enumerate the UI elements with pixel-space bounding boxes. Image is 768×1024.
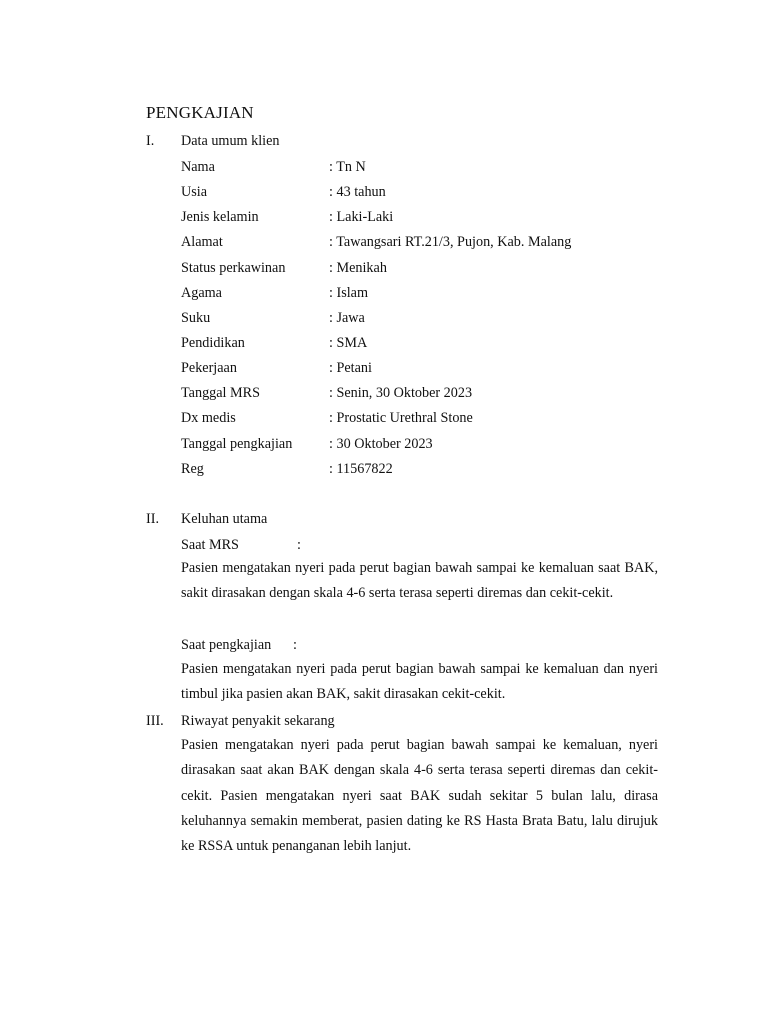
field-label-dx-medis: Dx medis [181, 410, 236, 426]
section-2-number: II. [146, 511, 159, 527]
saat-mrs-label: Saat MRS [181, 537, 239, 553]
field-label-pekerjaan: Pekerjaan [181, 360, 237, 376]
field-value-suku: : Jawa [329, 310, 365, 326]
section-3-number: III. [146, 713, 164, 729]
field-label-agama: Agama [181, 285, 222, 301]
field-value-dx-medis: : Prostatic Urethral Stone [329, 410, 473, 426]
field-label-status-perkawinan: Status perkawinan [181, 260, 286, 276]
field-label-nama: Nama [181, 159, 215, 175]
field-label-tanggal-mrs: Tanggal MRS [181, 385, 261, 401]
field-label-usia: Usia [181, 184, 208, 200]
field-value-status-perkawinan: : Menikah [329, 260, 387, 276]
field-label-jenis-kelamin: Jenis kelamin [181, 209, 259, 225]
saat-mrs-text: Pasien mengatakan nyeri pada perut bagian bawah sampai ke kemaluan saat BAK, sakit dirasakan dengan skala 4-6 serta terasa seperti diremas dan cekit-cekit. [181, 560, 658, 602]
saat-mrs-colon: : [297, 537, 301, 553]
document-title: PENGKAJIAN [146, 103, 254, 122]
riwayat-penyakit-text: Pasien mengatakan nyeri pada perut bagian bawah sampai ke kemaluan, nyeri dirasakan saat akan BAK dengan skala 4-6 serta terasa seperti diremas dan cekit-cekit. Pasien mengatakan nyeri saat BAK sudah sekitar 5 bulan lalu, dirasa keluhannya semakin memberat, pasien dating ke RS Hasta Brata Batu, lalu dirujuk ke RSSA untuk penanganan lebih lanjut. [181, 737, 658, 855]
field-value-usia: : 43 tahun [329, 184, 386, 200]
field-label-pendidikan: Pendidikan [181, 335, 245, 351]
field-value-alamat: : Tawangsari RT.21/3, Pujon, Kab. Malang [329, 234, 572, 250]
field-label-tanggal-pengkajian: Tanggal pengkajian [181, 436, 293, 452]
field-label-alamat: Alamat [181, 234, 223, 250]
saat-pengkajian-text: Pasien mengatakan nyeri pada perut bagian bawah sampai ke kemaluan dan nyeri timbul jika pasien akan BAK, sakit dirasakan cekit-cekit. [181, 661, 658, 703]
field-value-pendidikan: : SMA [329, 335, 368, 351]
saat-pengkajian-label: Saat pengkajian [181, 637, 272, 653]
field-value-nama: : Tn N [329, 159, 366, 175]
field-value-reg: : 11567822 [329, 461, 393, 477]
field-value-pekerjaan: : Petani [329, 360, 372, 376]
section-3-heading: Riwayat penyakit sekarang [181, 713, 335, 729]
field-value-agama: : Islam [329, 285, 369, 301]
saat-pengkajian-colon: : [293, 637, 297, 653]
field-label-suku: Suku [181, 310, 211, 326]
field-value-jenis-kelamin: : Laki-Laki [329, 209, 394, 225]
field-value-tanggal-mrs: : Senin, 30 Oktober 2023 [329, 385, 473, 401]
section-1-number: I. [146, 133, 155, 149]
field-value-tanggal-pengkajian: : 30 Oktober 2023 [329, 436, 433, 452]
field-label-reg: Reg [181, 461, 204, 477]
section-2-heading: Keluhan utama [181, 511, 268, 527]
section-1-heading: Data umum klien [181, 133, 280, 149]
